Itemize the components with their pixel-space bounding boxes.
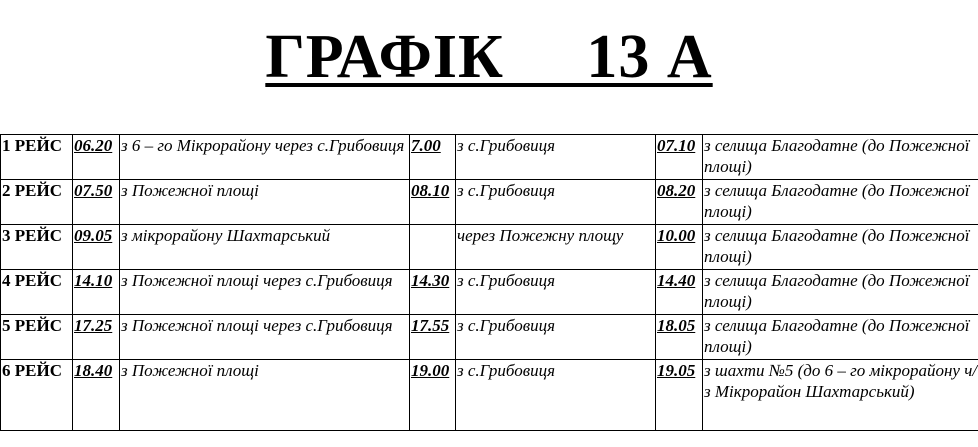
departure-time: 07.10 bbox=[656, 135, 703, 180]
trip-label: 3 РЕЙС bbox=[1, 225, 73, 270]
departure-time bbox=[410, 225, 456, 270]
departure-time: 17.55 bbox=[410, 315, 456, 360]
route-description: з с.Грибовиця bbox=[456, 360, 656, 431]
route-description: з Пожежної площі bbox=[120, 360, 410, 431]
departure-time: 14.10 bbox=[73, 270, 120, 315]
trip-label: 5 РЕЙС bbox=[1, 315, 73, 360]
departure-time: 09.05 bbox=[73, 225, 120, 270]
route-description: з Пожежної площі bbox=[120, 180, 410, 225]
route-description: з 6 – го Мікрорайону через с.Грибовиця bbox=[120, 135, 410, 180]
departure-time: 17.25 bbox=[73, 315, 120, 360]
schedule-table bbox=[0, 134, 978, 431]
route-description: з с.Грибовиця bbox=[456, 315, 656, 360]
route-description: з селища Благодатне (до Пожежної площі) bbox=[703, 225, 978, 270]
route-description: з селища Благодатне (до Пожежної площі) bbox=[703, 180, 978, 225]
page-title bbox=[0, 22, 978, 92]
table-row bbox=[1, 225, 978, 270]
departure-time: 18.40 bbox=[73, 360, 120, 431]
departure-time: 14.40 bbox=[656, 270, 703, 315]
departure-time: 10.00 bbox=[656, 225, 703, 270]
route-description: з с.Грибовиця bbox=[456, 135, 656, 180]
table-row bbox=[1, 270, 978, 315]
departure-time: 18.05 bbox=[656, 315, 703, 360]
route-description: з шахти №5 (до 6 – го мікрорайону ч/з Мікрорайон Шахтарський) bbox=[703, 360, 978, 431]
departure-time: 7.00 bbox=[410, 135, 456, 180]
route-description: з с.Грибовиця bbox=[456, 180, 656, 225]
departure-time: 07.50 bbox=[73, 180, 120, 225]
route-description: з с.Грибовиця bbox=[456, 270, 656, 315]
departure-time: 08.20 bbox=[656, 180, 703, 225]
table-row bbox=[1, 135, 978, 180]
route-description: з Пожежної площі через с.Грибовиця bbox=[120, 270, 410, 315]
table-row bbox=[1, 315, 978, 360]
trip-label: 4 РЕЙС bbox=[1, 270, 73, 315]
departure-time: 14.30 bbox=[410, 270, 456, 315]
route-description: з Пожежної площі через с.Грибовиця bbox=[120, 315, 410, 360]
route-description: з мікрорайону Шахтарський bbox=[120, 225, 410, 270]
table-row bbox=[1, 180, 978, 225]
departure-time: 06.20 bbox=[73, 135, 120, 180]
departure-time: 08.10 bbox=[410, 180, 456, 225]
departure-time: 19.00 bbox=[410, 360, 456, 431]
trip-label: 2 РЕЙС bbox=[1, 180, 73, 225]
route-description: з селища Благодатне (до Пожежної площі) bbox=[703, 270, 978, 315]
route-description: з селища Благодатне (до Пожежної площі) bbox=[703, 315, 978, 360]
departure-time: 19.05 bbox=[656, 360, 703, 431]
trip-label: 6 РЕЙС bbox=[1, 360, 73, 431]
table-row bbox=[1, 360, 978, 431]
route-description: з селища Благодатне (до Пожежної площі) bbox=[703, 135, 978, 180]
trip-label: 1 РЕЙС bbox=[1, 135, 73, 180]
route-description: через Пожежну площу bbox=[456, 225, 656, 270]
title-text: ГРАФІК 13 А bbox=[265, 23, 713, 91]
